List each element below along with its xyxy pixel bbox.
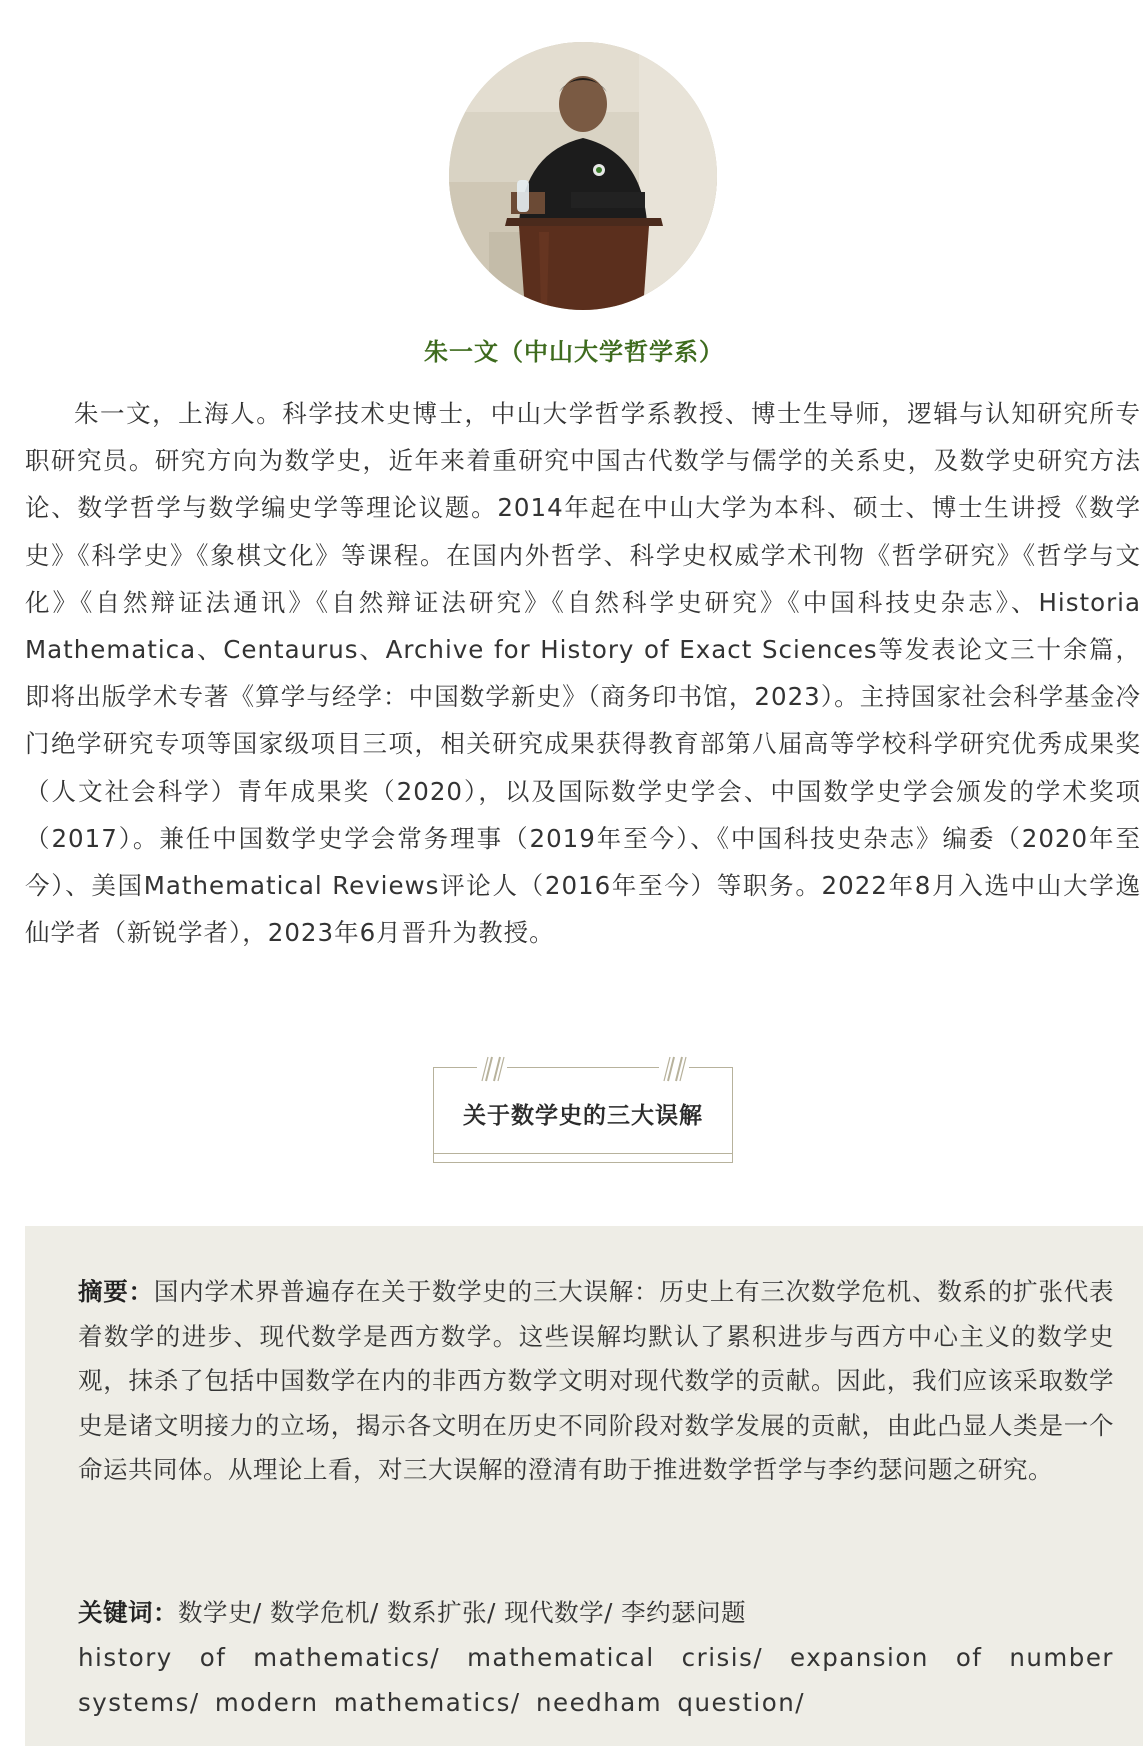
speaker-at-podium-photo	[449, 42, 717, 310]
section-frame-underline	[433, 1153, 733, 1154]
keywords-en: history of mathematics/ mathematical crisis/ expansion of number systems/ modern mathematics/ needham question/	[78, 1643, 1114, 1717]
abstract-panel	[25, 1226, 1143, 1746]
abstract-paragraph	[78, 1270, 1114, 1493]
author-photo	[449, 42, 717, 310]
section-heading-box	[433, 1067, 733, 1163]
double-slash-decoration-icon	[659, 1055, 689, 1083]
author-bio: 朱一文，上海人。科学技术史博士，中山大学哲学系教授、博士生导师，逻辑与认知研究所专职研究员。研究方向为数学史，近年来着重研究中国古代数学与儒学的关系史，及数学史研究方法论、数学哲学与数学编史学等理论议题。2014年起在中山大学为本科、硕士、博士生讲授《数学史》《科学史》《象棋文化》等课程。在国内外哲学、科学史权威学术刊物《哲学研究》《哲学与文化》《自然辩证法通讯》《自然辩证法研究》《自然科学史研究》《中国科技史杂志》、Historia Mathematica、Centaurus、Archive for History of Exact Sciences等发表论文三十余篇，即将出版学术专著《算学与经学：中国数学新史》（商务印书馆，2023）。主持国家社会科学基金冷门绝学研究专项等国家级项目三项，相关研究成果获得教育部第八届高等学校科学研究优秀成果奖（人文社会科学）青年成果奖（2020），以及国际数学史学会、中国数学史学会颁发的学术奖项（2017）。兼任中国数学史学会常务理事（2019年至今）、《中国科技史杂志》编委（2020年至今）、美国Mathematical Reviews评论人（2016年至今）等职务。2022年8月入选中山大学逸仙学者（新锐学者），2023年6月晋升为教授。	[25, 399, 1141, 948]
keywords-cn-line	[78, 1591, 1114, 1636]
keywords-cn: 数学史/ 数学危机/ 数系扩张/ 现代数学/ 李约瑟问题	[178, 1598, 747, 1627]
author-name: 朱一文（中山大学哲学系）	[424, 338, 724, 366]
keywords-label: 关键词：	[78, 1598, 178, 1627]
double-slash-decoration-icon	[477, 1055, 507, 1083]
abstract-body: 国内学术界普遍存在关于数学史的三大误解：历史上有三次数学危机、数系的扩张代表着数学的进步、现代数学是西方数学。这些误解均默认了累积进步与西方中心主义的数学史观，抹杀了包括中国数学在内的非西方数学文明对现代数学的贡献。因此，我们应该采取数学史是诸文明接力的立场，揭示各文明在历史不同阶段对数学发展的贡献，由此凸显人类是一个命运共同体。从理论上看，对三大误解的澄清有助于推进数学哲学与李约瑟问题之研究。	[78, 1277, 1114, 1484]
abstract-label: 摘要：	[78, 1277, 154, 1306]
section-title: 关于数学史的三大误解	[463, 1103, 703, 1129]
